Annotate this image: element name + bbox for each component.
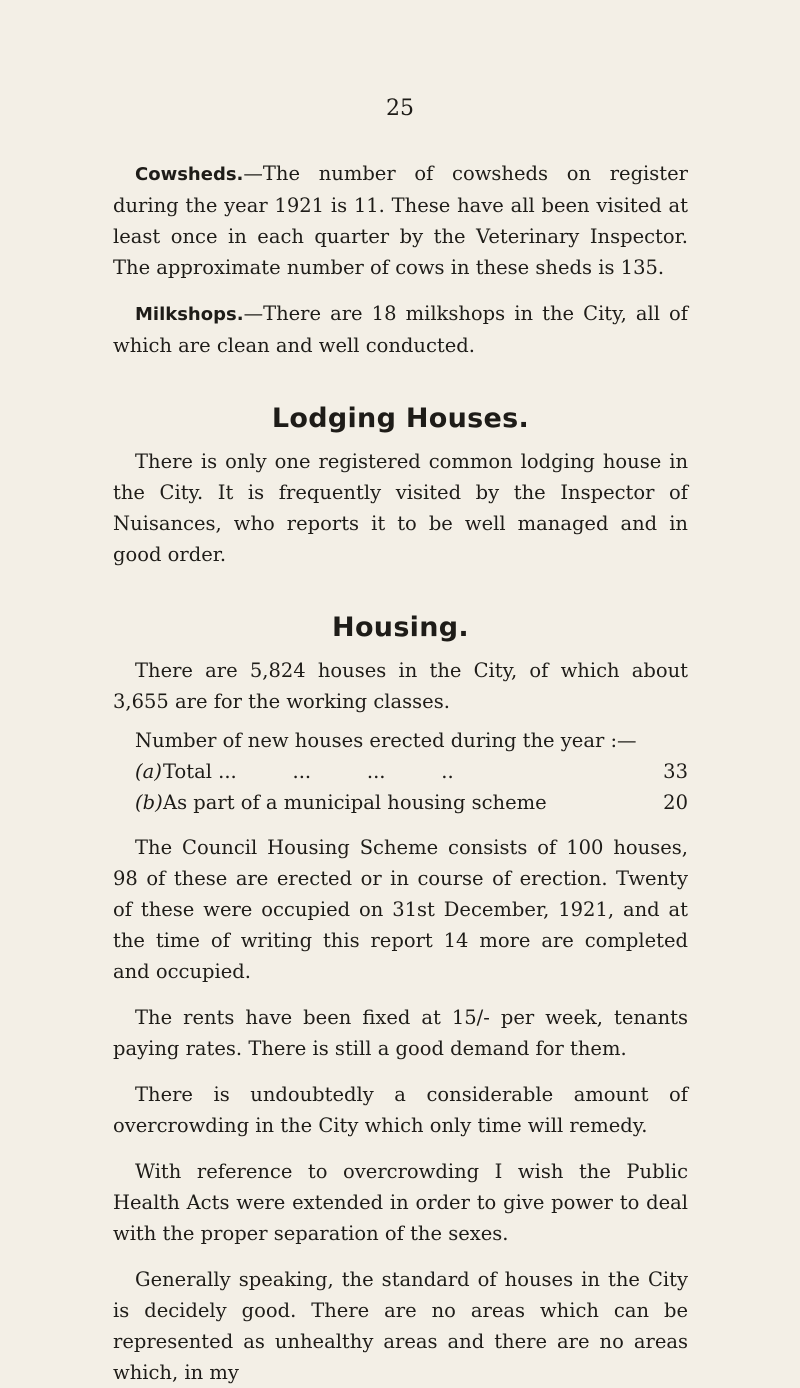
milkshops-text: —There are 18 milkshops in the City, all of which are clean and well conducted.	[113, 302, 688, 357]
cowsheds-text: —The number of cowsheds on register during the year 1921 is 11. These have all been visited at least once in each quarter by the Veterinary Inspector. The approximate number of cows in these sheds is 135.	[113, 162, 688, 279]
lodging-houses-heading: Lodging Houses.	[271, 403, 530, 434]
cowsheds-title: Cowsheds.	[135, 164, 244, 185]
housing-paragraph-2: Number of new houses erected during the year :—	[135, 729, 637, 752]
housing-paragraph-6: With reference to overcrowding I wish the Public Health Acts were extended in order to give power to deal with the proper separation of the sexes.	[113, 1160, 688, 1245]
list-item	[113, 756, 688, 787]
housing-paragraph-1: There are 5,824 houses in the City, of which about 3,655 are for the working classes.	[113, 659, 688, 713]
milkshops-title: Milkshops.	[135, 304, 244, 325]
housing-heading: Housing.	[332, 612, 469, 643]
cowsheds-paragraph	[113, 158, 688, 283]
housing-paragraph-3: The Council Housing Scheme consists of 100 houses, 98 of these are erected or in course of erection. Twenty of these were occupied on 31st December, 1921, and at the time of writing this report 14 more are completed and occupied.	[113, 836, 688, 983]
page-content	[113, 158, 688, 1388]
list-item-marker: (b)	[135, 791, 163, 814]
housing-paragraph-7: Generally speaking, the standard of houses in the City is decidely good. There are no areas which can be represented as unhealthy areas and there are no areas which, in my	[113, 1268, 688, 1384]
list-item-value: 33	[663, 760, 688, 783]
milkshops-paragraph	[113, 298, 688, 361]
list-item-label: As part of a municipal housing scheme	[163, 791, 547, 814]
lodging-houses-paragraph: There is only one registered common lodging house in the City. It is frequently visited by the Inspector of Nuisances, who reports it to be well managed and in good order.	[113, 450, 688, 566]
list-item-marker: (a)	[135, 760, 162, 783]
housing-paragraph-4: The rents have been fixed at 15/- per week, tenants paying rates. There is still a good demand for them.	[113, 1006, 688, 1060]
list-item-value: 20	[663, 791, 688, 814]
list-item-label: Total ... ... ... ..	[163, 760, 454, 783]
list-item	[113, 787, 688, 818]
page-number: 25	[386, 96, 414, 121]
new-houses-list	[113, 756, 688, 818]
housing-paragraph-5: There is undoubtedly a considerable amount of overcrowding in the City which only time will remedy.	[113, 1083, 688, 1137]
